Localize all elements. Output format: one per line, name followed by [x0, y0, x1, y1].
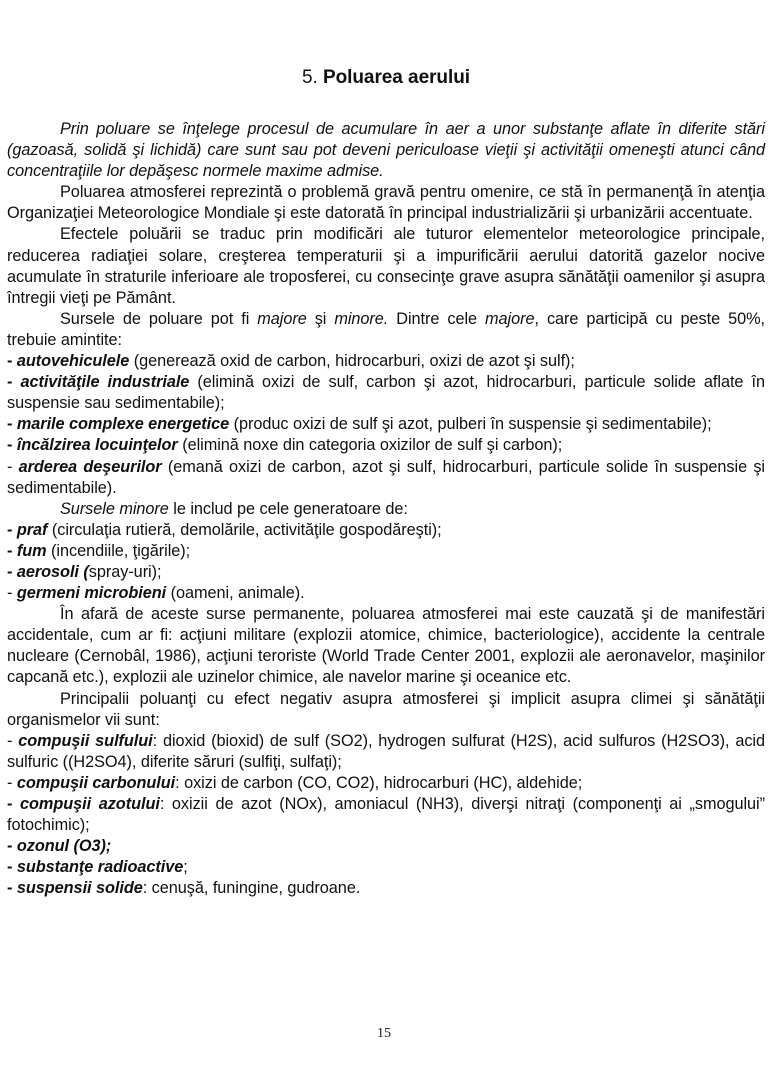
list-dash: -: [7, 858, 17, 877]
list-dash: -: [7, 352, 17, 371]
list-term: ozonul (O3);: [16, 837, 112, 856]
italic-run: minore.: [334, 309, 389, 328]
list-item: [7, 794, 765, 836]
paragraph-1: Poluarea atmosferei reprezintă o problemă gravă pentru omenire, ce stă în permanenţă în atenţia Organizaţiei Meteorologice Mondiale şi este datorată în principal industrializării şi urbanizării accentuate.: [7, 183, 765, 223]
list-desc: : oxizi de carbon (CO, CO2), hidrocarburi (HC), aldehide;: [175, 773, 583, 792]
list-item: [7, 836, 765, 857]
paragraph-3: [7, 309, 765, 351]
list-term: compuşii carbonului: [16, 773, 176, 792]
italic-run: majore: [257, 309, 307, 328]
title-text: Poluarea aerului: [322, 67, 471, 88]
list-term: germeni microbieni: [16, 584, 167, 603]
list-item: [7, 372, 765, 414]
list-desc: (oameni, animale).: [166, 584, 305, 603]
list-term: arderea deşeurilor: [18, 457, 162, 476]
list-dash: -: [7, 795, 21, 813]
list-term: încălzirea locuinţelor: [16, 436, 178, 455]
list-term: autovehiculele: [16, 352, 130, 371]
list-dash: -: [7, 584, 17, 603]
list-term: activităţile industriale: [20, 373, 190, 392]
italic-run: Sursele minore: [60, 499, 169, 518]
paragraph-5: În afară de aceste surse permanente, poluarea atmosferei mai este cauzată şi de manifestări accidentale, cum ar fi: acţiuni militare (explozii atomice, chimice, bacteriologice), accidente la centrale nucleare (Cernobâl, 1986), acţiuni teroriste (World Trade Center 2001, explozii ale aeronavelor, maşinilor capcană etc.), explozii ale uzinelor chimice, ale navelor marine şi oceanice etc.: [7, 605, 765, 687]
list-item: [7, 541, 765, 562]
list-term: substanţe radioactive: [16, 858, 184, 877]
list-desc: (emană oxizi de carbon, azot şi sulf, hidrocarburi, particule solide în suspensie şi sedimentabile).: [7, 457, 765, 497]
list-desc: (produc oxizi de sulf şi azot, pulberi în suspensie şi sedimentabile);: [229, 415, 712, 434]
list-item: [7, 583, 765, 604]
list-term: fum: [16, 541, 47, 560]
text-run: Dintre cele: [388, 309, 486, 328]
list-desc: (incendiile, ţigările);: [46, 541, 191, 560]
list-desc: (generează oxid de carbon, hidrocarburi, oxizi de azot şi sulf);: [129, 352, 575, 371]
list-dash: -: [7, 731, 19, 750]
list-dash: -: [7, 436, 17, 455]
italic-run: majore: [485, 309, 535, 328]
list-dash: -: [7, 773, 17, 792]
major-sources-list: [7, 351, 765, 499]
list-item: [7, 562, 765, 583]
paragraph-4: [7, 499, 765, 520]
list-term: suspensii solide: [16, 879, 143, 898]
list-dash: -: [7, 879, 17, 898]
list-item: [7, 414, 765, 435]
list-dash: -: [7, 837, 17, 856]
list-item: [7, 457, 765, 499]
list-term: aerosoli (: [16, 562, 89, 581]
minor-sources-list: [7, 520, 765, 604]
list-item: [7, 878, 765, 899]
text-run: şi: [306, 309, 335, 328]
list-desc: : oxizii de azot (NOx), amoniacul (NH3), diverşi nitraţi (componenţi ai „smogului” fotochimic);: [7, 795, 765, 835]
list-dash: -: [7, 415, 17, 434]
text-run: le includ pe cele generatoare de:: [168, 499, 408, 518]
list-term: marile complexe energetice: [16, 415, 230, 434]
paragraph-6: Principalii poluanţi cu efect negativ asupra atmosferei şi implicit asupra climei şi sănătăţii organismelor vii sunt:: [7, 689, 765, 729]
list-item: [7, 857, 765, 878]
list-desc: (circulaţia rutieră, demolările, activităţile gospodăreşti);: [47, 520, 442, 539]
title-number: 5.: [301, 67, 318, 88]
intro-paragraph: Prin poluare se înţelege procesul de acumulare în aer a unor substanţe aflate în diferite stări (gazoasă, solidă şi lichidă) care sunt sau pot deveni periculoase vieţii şi activităţii omeneşti atunci când concentraţiile lor depăşesc normele maxime admise.: [7, 120, 765, 181]
list-desc: (elimină oxizi de sulf, carbon şi azot, hidrocarburi, particule solide aflate în suspensie sau sedimentabile);: [7, 373, 765, 413]
list-item: [7, 731, 765, 773]
list-term: compuşii azotului: [20, 795, 160, 813]
list-desc: ;: [183, 858, 188, 877]
list-desc: spray-uri);: [88, 562, 162, 581]
list-item: [7, 520, 765, 541]
list-dash: -: [7, 541, 17, 560]
page-number: 15: [377, 1026, 391, 1041]
list-term: praf: [16, 520, 48, 539]
list-desc: (elimină noxe din categoria oxizilor de sulf şi carbon);: [177, 436, 563, 455]
text-run: , care participă cu peste 50%, trebuie amintite:: [7, 309, 766, 349]
list-term: compuşii sulfului: [18, 731, 153, 750]
pollutants-list: [7, 731, 765, 900]
list-dash: -: [7, 373, 21, 392]
list-dash: -: [7, 520, 17, 539]
list-dash: -: [7, 457, 19, 476]
list-desc: : dioxid (bioxid) de sulf (SO2), hydrogen sulfurat (H2S), acid sulfuros (H2SO3), acid sulfuric ((H2SO4), diferite săruri (sulfiţi, sulfaţi);: [7, 731, 765, 771]
list-item: [7, 773, 765, 794]
page-title: [7, 66, 765, 90]
list-item: [7, 351, 765, 372]
paragraph-2: Efectele poluării se traduc prin modificări ale tuturor elementelor meteorologice principale, reducerea radiaţiei solare, creşterea temperaturii şi a impurificării aerului datorită gazelor nocive acumulate în straturile inferioare ale troposferei, cu consecinţe grave asupra sănătăţii oamenilor şi asupra întregii vieţi pe Pământ.: [7, 225, 765, 307]
list-item: [7, 435, 765, 456]
list-desc: : cenuşă, funingine, gudroane.: [142, 879, 361, 898]
list-dash: -: [7, 562, 17, 581]
document-page: [7, 66, 765, 899]
text-run: Sursele de poluare pot fi: [60, 309, 258, 328]
